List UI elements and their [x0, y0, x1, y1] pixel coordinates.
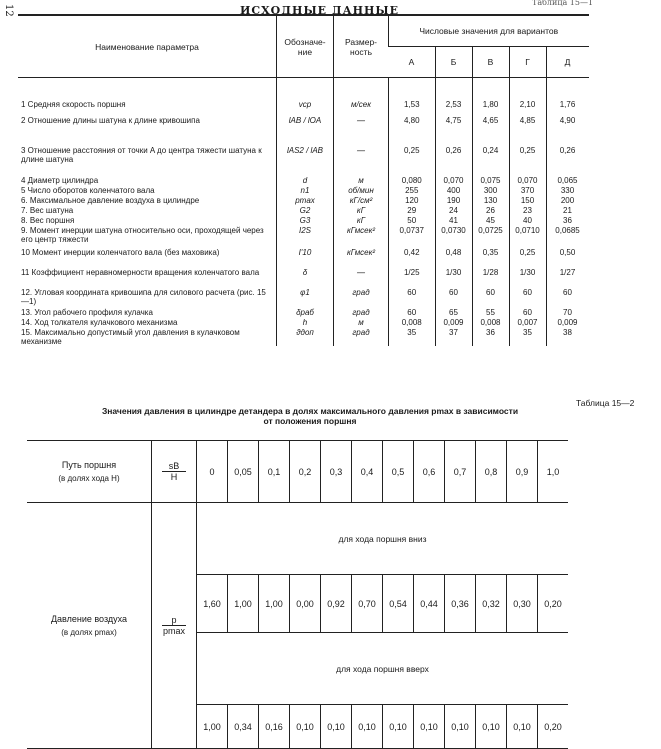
- param-value: 65: [435, 308, 472, 318]
- param-value: 0,0730: [435, 226, 472, 248]
- param-row: [18, 78, 589, 117]
- header-variant: А: [389, 47, 436, 78]
- param-symbol: G3: [277, 216, 334, 226]
- param-symbol: lAS2 / lAB: [277, 146, 334, 176]
- param-value: 38: [546, 328, 589, 346]
- param-row: [18, 146, 589, 176]
- param-symbol: vср: [277, 78, 334, 117]
- param-name: 1 Средняя скорость поршня: [21, 100, 126, 109]
- param-value: 0,007: [509, 318, 546, 328]
- down-value: 0,54: [383, 575, 414, 633]
- param-value: 0,009: [546, 318, 589, 328]
- param-value: 190: [435, 196, 472, 206]
- up-value: 0,10: [290, 705, 321, 749]
- param-value: 0,0685: [546, 226, 589, 248]
- up-value: 0,20: [538, 705, 569, 749]
- param-unit: —: [334, 116, 389, 146]
- param-value: 1,53: [389, 78, 436, 117]
- param-value: 26: [472, 206, 509, 216]
- param-value: 150: [509, 196, 546, 206]
- param-unit: м: [334, 318, 389, 328]
- header-variant: Г: [509, 47, 546, 78]
- param-value: 40: [509, 216, 546, 226]
- param-value: 70: [546, 308, 589, 318]
- position-cell: 0,6: [414, 441, 445, 503]
- param-value: 370: [509, 186, 546, 196]
- table-reference-top: Таблица 15—1: [532, 0, 594, 7]
- param-symbol: I2S: [277, 226, 334, 248]
- param-value: 0,42: [389, 248, 436, 268]
- param-value: 0,26: [546, 146, 589, 176]
- param-value: 130: [472, 196, 509, 206]
- param-value: 24: [435, 206, 472, 216]
- param-value: 0,50: [546, 248, 589, 268]
- param-symbol: n1: [277, 186, 334, 196]
- param-value: 200: [546, 196, 589, 206]
- param-name: 6. Максимальное давление воздуха в цилиндре: [21, 196, 200, 205]
- position-cell: 1,0: [538, 441, 569, 503]
- row1-symbol: [152, 441, 197, 503]
- param-value: 0,008: [472, 318, 509, 328]
- down-value: 0,44: [414, 575, 445, 633]
- param-value: 37: [435, 328, 472, 346]
- header-variant: Б: [435, 47, 472, 78]
- table-reference: Таблица 15—2: [576, 398, 635, 408]
- row1-label-cell: [27, 441, 152, 503]
- param-symbol: δраб: [277, 308, 334, 318]
- param-value: 400: [435, 186, 472, 196]
- header-unit: Размер-ность: [334, 15, 389, 78]
- row1-sub: (в долях хода H): [58, 473, 120, 483]
- param-row: [18, 176, 589, 186]
- param-value: 60: [509, 288, 546, 308]
- param-symbol: ϑдоп: [277, 328, 334, 346]
- row2-sym-num: p: [162, 615, 186, 626]
- header-variant: Д: [546, 47, 589, 78]
- header-symbol: Обозначе-ние: [277, 15, 334, 78]
- position-cell: 0,5: [383, 441, 414, 503]
- param-value: 35: [389, 328, 436, 346]
- param-value: 55: [472, 308, 509, 318]
- param-value: 41: [435, 216, 472, 226]
- position-cell: 0,8: [476, 441, 507, 503]
- param-value: 0,48: [435, 248, 472, 268]
- param-value: 1,80: [472, 78, 509, 117]
- position-cell: 0,9: [507, 441, 538, 503]
- param-unit: кГ/см²: [334, 196, 389, 206]
- param-value: 4,80: [389, 116, 436, 146]
- table-caption: Значения давления в цилиндре детандера в долях максимального давления pmax в зависимости от положения поршня: [101, 406, 519, 426]
- param-value: 0,0737: [389, 226, 436, 248]
- param-name: 5 Число оборотов коленчатого вала: [21, 186, 155, 195]
- up-value: 0,10: [414, 705, 445, 749]
- down-value: 1,60: [197, 575, 228, 633]
- param-symbol: I'10: [277, 248, 334, 268]
- param-value: 0,065: [546, 176, 589, 186]
- up-value: 0,34: [228, 705, 259, 749]
- param-row: [18, 248, 589, 268]
- param-value: 2,53: [435, 78, 472, 117]
- down-value: 0,32: [476, 575, 507, 633]
- param-symbol: δ: [277, 268, 334, 288]
- param-symbol: G2: [277, 206, 334, 216]
- down-value: 0,92: [321, 575, 352, 633]
- param-value: 2,10: [509, 78, 546, 117]
- param-symbol: h: [277, 318, 334, 328]
- param-value: 1/28: [472, 268, 509, 288]
- row2-label-cell: [27, 503, 152, 749]
- param-unit: м: [334, 176, 389, 186]
- param-name: 2 Отношение длины шатуна к длине кривошипа: [21, 116, 200, 125]
- up-value: 0,10: [476, 705, 507, 749]
- param-name: 13. Угол рабочего профиля кулачка: [21, 308, 153, 317]
- row1-label: Путь поршня: [61, 459, 117, 470]
- param-value: 0,0710: [509, 226, 546, 248]
- position-cell: 0,7: [445, 441, 476, 503]
- param-value: 4,90: [546, 116, 589, 146]
- row2-sub: (в долях pmax): [61, 627, 117, 637]
- param-row: [18, 116, 589, 146]
- param-value: 300: [472, 186, 509, 196]
- down-value: 1,00: [259, 575, 290, 633]
- param-value: 330: [546, 186, 589, 196]
- param-value: 29: [389, 206, 436, 216]
- param-unit: кГмсек²: [334, 248, 389, 268]
- param-value: 1,76: [546, 78, 589, 117]
- param-value: 1/25: [389, 268, 436, 288]
- param-value: 0,24: [472, 146, 509, 176]
- param-value: 36: [546, 216, 589, 226]
- param-value: 4,85: [509, 116, 546, 146]
- param-value: 0,25: [389, 146, 436, 176]
- param-unit: —: [334, 146, 389, 176]
- page-number: 12: [3, 4, 14, 17]
- up-value: 0,10: [383, 705, 414, 749]
- param-unit: м/сек: [334, 78, 389, 117]
- param-unit: кГмсек²: [334, 226, 389, 248]
- param-row: [18, 186, 589, 196]
- param-row: [18, 328, 589, 346]
- param-row: [18, 268, 589, 288]
- param-value: 4,65: [472, 116, 509, 146]
- param-name: 4 Диаметр цилиндра: [21, 176, 99, 185]
- header-variant: В: [472, 47, 509, 78]
- param-row: [18, 196, 589, 206]
- param-row: [18, 206, 589, 216]
- row2-sym-den: pmax: [162, 626, 185, 636]
- position-cell: 0,05: [228, 441, 259, 503]
- param-row: [18, 226, 589, 248]
- page-title: ИСХОДНЫЕ ДАННЫЕ: [240, 4, 399, 17]
- param-value: 36: [472, 328, 509, 346]
- row2-label: Давление воздуха: [50, 613, 128, 624]
- param-value: 60: [472, 288, 509, 308]
- row2-symbol: [152, 503, 197, 749]
- param-symbol: φ1: [277, 288, 334, 308]
- param-unit: град: [334, 288, 389, 308]
- param-value: 255: [389, 186, 436, 196]
- param-value: 0,070: [435, 176, 472, 186]
- param-name: 14. Ход толкателя кулачкового механизма: [21, 318, 178, 327]
- param-row: [18, 308, 589, 318]
- param-unit: кГ: [334, 206, 389, 216]
- pressure-table: [27, 440, 568, 749]
- down-value: 0,36: [445, 575, 476, 633]
- param-value: 0,26: [435, 146, 472, 176]
- header-name: Наименование параметра: [18, 15, 277, 78]
- header-values: Числовые значения для вариантов: [389, 15, 589, 47]
- param-value: 0,080: [389, 176, 436, 186]
- param-value: 60: [389, 308, 436, 318]
- source-data-table: [18, 14, 589, 346]
- down-value: 0,70: [352, 575, 383, 633]
- param-unit: град: [334, 308, 389, 318]
- param-name: 10 Момент инерции коленчатого вала (без маховика): [21, 248, 220, 257]
- param-value: 120: [389, 196, 436, 206]
- down-value: 0,00: [290, 575, 321, 633]
- param-name: 12. Угловая координата кривошипа для силового расчета (рис. 15—1): [21, 288, 266, 306]
- param-row: [18, 216, 589, 226]
- down-value: 0,20: [538, 575, 569, 633]
- down-stroke-label: для хода поршня вниз: [197, 503, 569, 575]
- position-cell: 0: [197, 441, 228, 503]
- param-value: 1/30: [435, 268, 472, 288]
- param-unit: —: [334, 268, 389, 288]
- param-row: [18, 318, 589, 328]
- param-name: 3 Отношение расстояния от точки A до центра тяжести шатуна к длине шатуна: [21, 146, 262, 164]
- up-value: 0,16: [259, 705, 290, 749]
- position-cell: 0,4: [352, 441, 383, 503]
- param-symbol: d: [277, 176, 334, 186]
- param-value: 50: [389, 216, 436, 226]
- param-value: 23: [509, 206, 546, 216]
- param-value: 21: [546, 206, 589, 216]
- param-value: 4,75: [435, 116, 472, 146]
- param-symbol: lAB / lOA: [277, 116, 334, 146]
- param-value: 1/27: [546, 268, 589, 288]
- param-value: 0,009: [435, 318, 472, 328]
- param-row: [18, 288, 589, 308]
- up-value: 0,10: [321, 705, 352, 749]
- param-value: 0,070: [509, 176, 546, 186]
- param-unit: град: [334, 328, 389, 346]
- up-value: 0,10: [352, 705, 383, 749]
- param-value: 35: [509, 328, 546, 346]
- up-value: 1,00: [197, 705, 228, 749]
- param-value: 1/30: [509, 268, 546, 288]
- param-name: 9. Момент инерции шатуна относительно оси, проходящей через его центр тяжести: [21, 226, 264, 244]
- param-name: 11 Коэффициент неравномерности вращения коленчатого вала: [21, 268, 260, 277]
- param-symbol: pmax: [277, 196, 334, 206]
- param-value: 45: [472, 216, 509, 226]
- param-unit: кГ: [334, 216, 389, 226]
- row1-sym-num: sB: [162, 461, 186, 472]
- position-cell: 0,2: [290, 441, 321, 503]
- param-value: 0,0725: [472, 226, 509, 248]
- param-name: 7. Вес шатуна: [21, 206, 74, 215]
- param-name: 15. Максимально допустимый угол давления в кулачковом механизме: [21, 328, 240, 346]
- down-value: 0,30: [507, 575, 538, 633]
- param-value: 60: [435, 288, 472, 308]
- up-stroke-label: для хода поршня вверх: [197, 633, 569, 705]
- up-value: 0,10: [445, 705, 476, 749]
- param-value: 60: [546, 288, 589, 308]
- row1-sym-den: H: [170, 472, 178, 482]
- down-value: 1,00: [228, 575, 259, 633]
- position-cell: 0,3: [321, 441, 352, 503]
- param-value: 0,008: [389, 318, 436, 328]
- param-value: 60: [509, 308, 546, 318]
- param-value: 0,075: [472, 176, 509, 186]
- position-cell: 0,1: [259, 441, 290, 503]
- param-value: 0,25: [509, 248, 546, 268]
- up-value: 0,10: [507, 705, 538, 749]
- param-unit: об/мин: [334, 186, 389, 196]
- param-value: 0,35: [472, 248, 509, 268]
- param-value: 0,25: [509, 146, 546, 176]
- param-value: 60: [389, 288, 436, 308]
- param-name: 8. Вес поршня: [21, 216, 75, 225]
